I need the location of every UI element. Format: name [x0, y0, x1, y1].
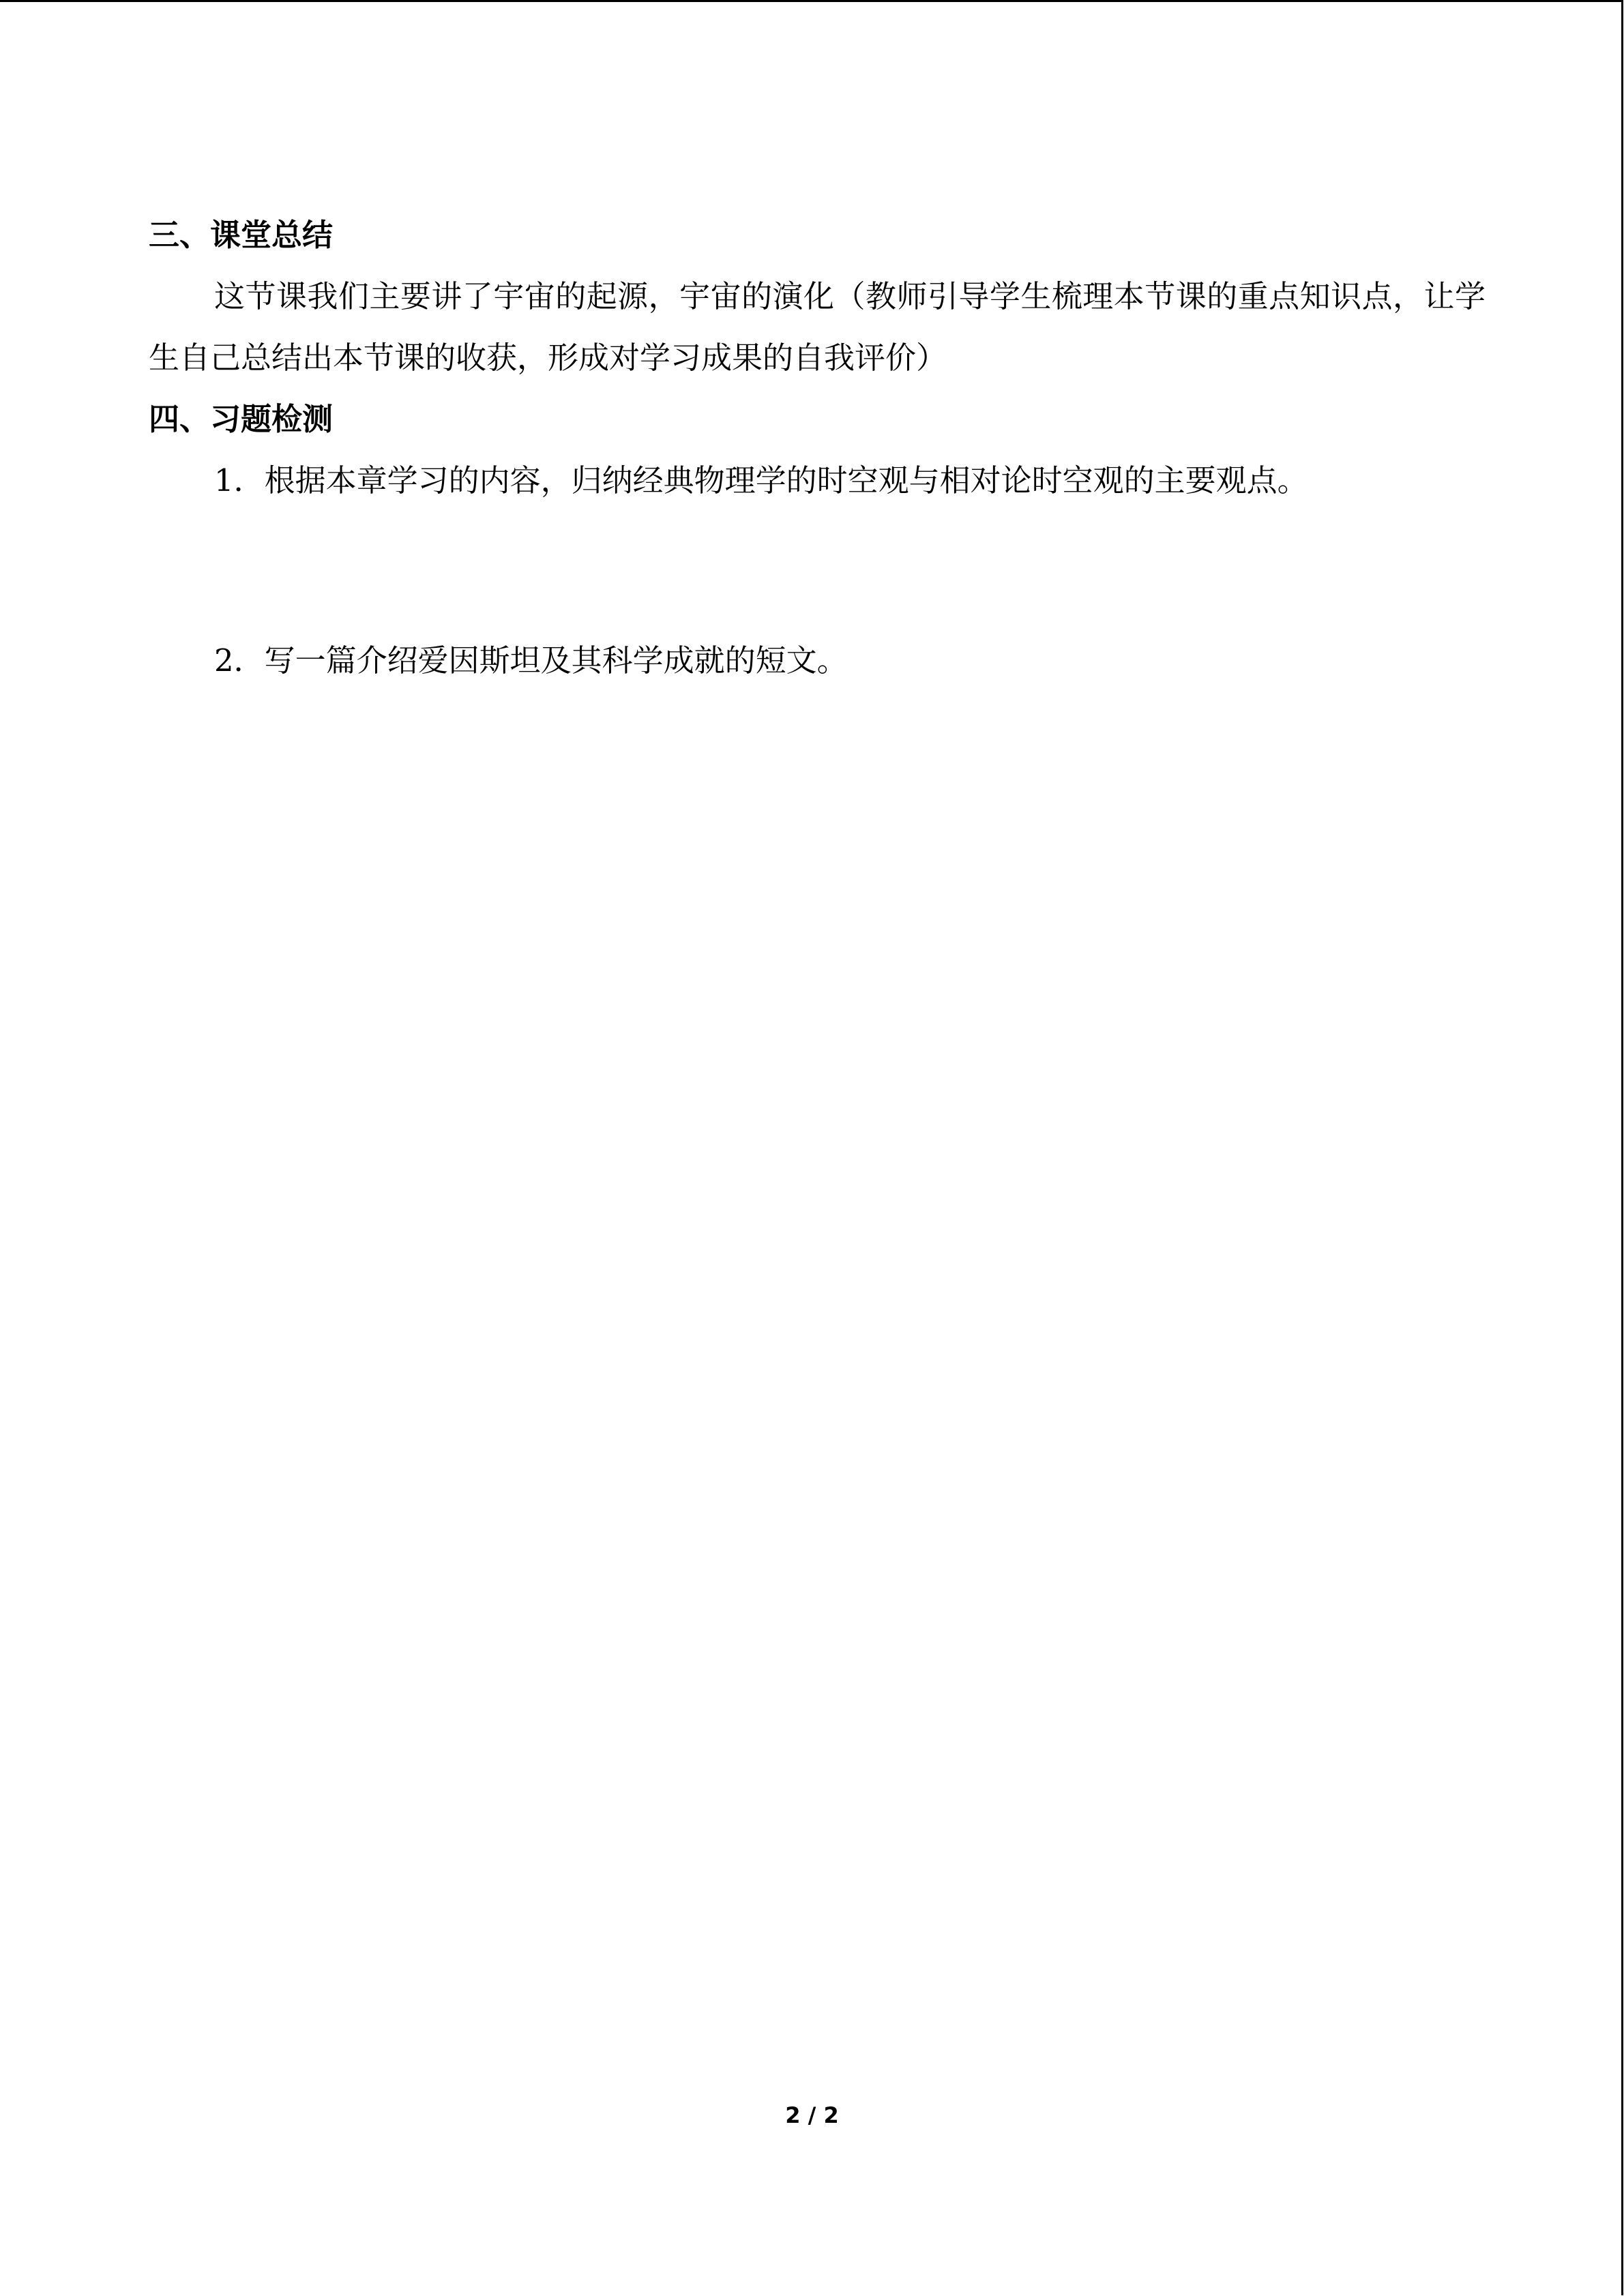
page-number: 2 / 2 [785, 2102, 839, 2128]
document-body [149, 205, 1486, 691]
summary-paragraph: 这节课我们主要讲了宇宙的起源，宇宙的演化（教师引导学生梳理本节课的重点知识点，让学生自己总结出本节课的收获，形成对学习成果的自我评价） [149, 278, 1486, 376]
section-heading-summary: 三、课堂总结 [149, 217, 334, 253]
section-heading-exercises: 四、习题检测 [149, 401, 334, 437]
exercise-item-1: 1．根据本章学习的内容，归纳经典物理学的时空观与相对论时空观的主要观点。 [214, 462, 1308, 498]
answer-space [149, 511, 1486, 630]
exercise-item-2: 2．写一篇介绍爱因斯坦及其科学成就的短文。 [214, 642, 848, 679]
